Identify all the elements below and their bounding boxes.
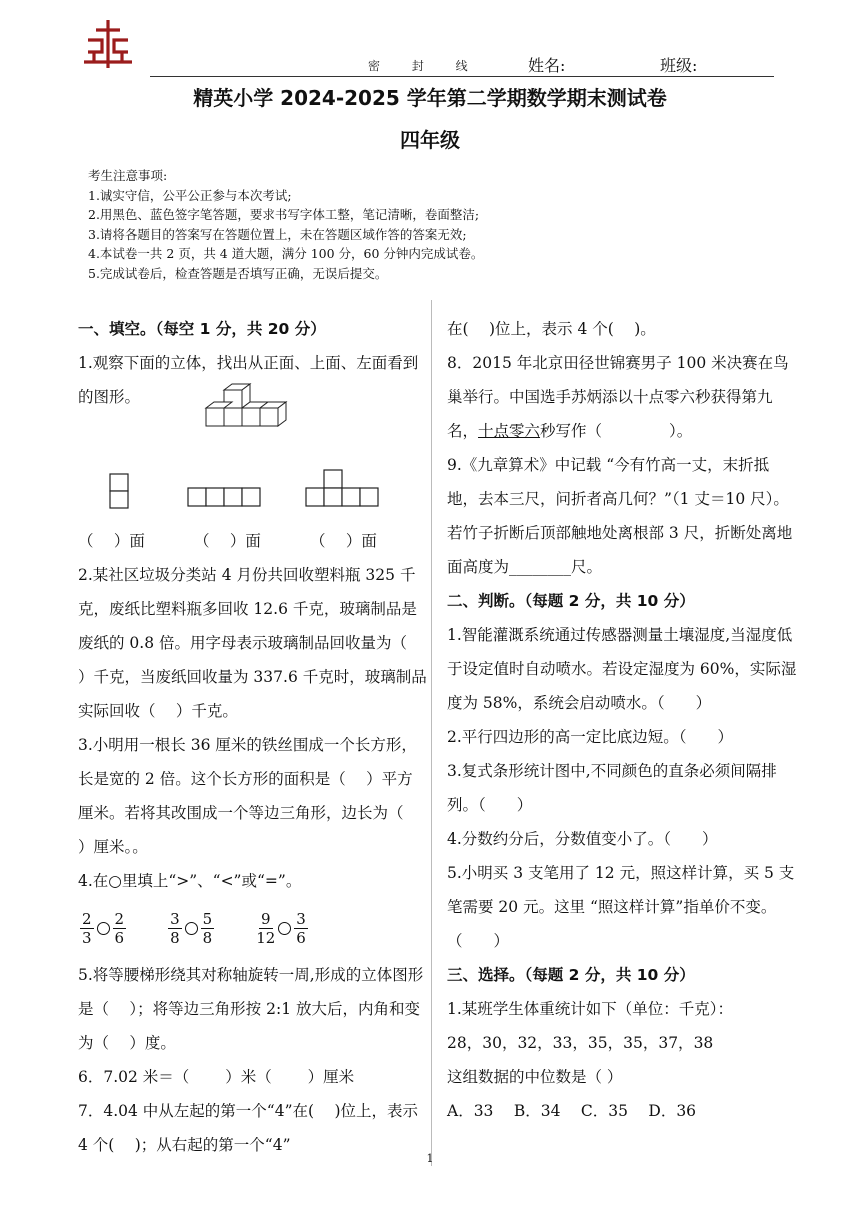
compare-circle[interactable] bbox=[97, 922, 110, 935]
judge-4: 4.分数约分后，分数值变小了。（ ） bbox=[447, 830, 718, 848]
question-1-answer-labels bbox=[78, 524, 428, 558]
compare-circle[interactable] bbox=[278, 922, 291, 935]
question-1: 1.观察下面的立体，找出从正面、上面、左面看到的图形。 bbox=[78, 354, 419, 406]
question-6: 6．7.02 米＝（ ）米（ ）厘米 bbox=[78, 1068, 355, 1086]
notice-line: 考生注意事项: bbox=[88, 168, 168, 183]
judge-5: 5.小明买 3 支笔用了 12 元，照这样计算，买 5 支笔需要 20 元。这里 “照这样计算”指单价不变。（ ） bbox=[447, 864, 795, 950]
fraction-compare-item: $\frac{9}{12}$ $\frac{3}{6}$ bbox=[256, 909, 306, 947]
view-answer-label: （ ）面 bbox=[310, 532, 377, 550]
underlined-text: 十点零六 bbox=[478, 422, 541, 440]
view-answer-label: （ ）面 bbox=[78, 532, 145, 550]
fraction-compare-item: $\frac{3}{8}$ $\frac{5}{8}$ bbox=[170, 909, 213, 947]
notice-line: 4.本试卷一共 2 页，共 4 道大题，满分 100 分，60 分钟内完成试卷。 bbox=[88, 246, 484, 261]
section-fill-blank-title: 一、填空。（每空 1 分，共 20 分） bbox=[78, 320, 326, 338]
name-label: 姓名: bbox=[528, 56, 566, 75]
choice-1-data: 28，30，32，33，35，35，37，38 bbox=[447, 1034, 714, 1052]
choice-1-options: A．33 B．34 C．35 D．36 bbox=[447, 1102, 697, 1120]
view-figure-1 bbox=[108, 472, 132, 510]
cube-solid-figure bbox=[200, 382, 292, 440]
right-column bbox=[447, 312, 797, 1128]
judge-1: 1.智能灌溉系统通过传感器测量土壤湿度,当湿度低于设定值时自动喷水。若设定湿度为 60%，实际湿度为 58%，系统会启动喷水。（ ） bbox=[447, 626, 797, 712]
exam-notice bbox=[88, 166, 483, 283]
question-2: 2.某社区垃圾分类站 4 月份共回收塑料瓶 325 千克，废纸比塑料瓶多回收 12.6 千克，玻璃制品是废纸的 0.8 倍。用字母表示玻璃制品回收量为（ ）千克，当废纸回收量为 337.6 千克时，玻璃制品实际回收（ ）千克。 bbox=[78, 566, 428, 720]
section-choice-title: 三、选择。（每题 2 分，共 10 分） bbox=[447, 966, 695, 984]
class-label: 班级: bbox=[660, 56, 698, 75]
grade-title: 四年级 bbox=[400, 128, 460, 152]
question-4: 4.在○里填上“>”、“<”或“=”。 bbox=[78, 872, 302, 890]
school-logo bbox=[82, 18, 134, 70]
header-rule bbox=[150, 76, 774, 77]
choice-1-question: 这组数据的中位数是（ ） bbox=[447, 1068, 623, 1086]
question-7-continued: 在( )位上，表示 4 个( )。 bbox=[447, 320, 656, 338]
notice-line: 3.请将各题目的答案写在答题位置上，未在答题区域作答的答案无效; bbox=[88, 226, 467, 242]
choice-1: 1.某班学生体重统计如下（单位：千克）： bbox=[447, 1000, 734, 1018]
seal-line-label: 密 封 线 bbox=[368, 59, 482, 73]
notice-line: 1.诚实守信，公平公正参与本次考试; bbox=[88, 187, 292, 203]
view-figure-3 bbox=[304, 468, 380, 510]
section-judge-title: 二、判断。（每题 2 分，共 10 分） bbox=[447, 592, 695, 610]
notice-line: 2.用黑色、蓝色签字笔答题，要求书写字体工整，笔记清晰，卷面整洁; bbox=[88, 207, 480, 222]
fraction-compare-item: $\frac{2}{3}$ $\frac{2}{6}$ bbox=[82, 909, 125, 947]
question-1-figures bbox=[78, 414, 428, 524]
question-7: 7．4.04 中从左起的第一个“4”在( )位上，表示 4 个( )；从右起的第一个“4” bbox=[78, 1102, 419, 1154]
view-answer-label: （ ）面 bbox=[194, 532, 261, 550]
fraction-comparisons bbox=[78, 898, 428, 958]
view-figure-2 bbox=[186, 486, 262, 510]
question-3: 3.小明用一根长 36 厘米的铁丝围成一个长方形，长是宽的 2 倍。这个长方形的面积是（ ）平方厘米。若将其改围成一个等边三角形，边长为（ ）厘米。。 bbox=[78, 736, 424, 856]
judge-2: 2.平行四边形的高一定比底边短。（ ） bbox=[447, 728, 734, 746]
page-number: 1 bbox=[426, 1152, 434, 1165]
left-column bbox=[78, 312, 428, 1162]
question-9: 9.《九章算术》中记载 “今有竹高一丈，末折抵地，去本三尺，问折者高几何？”（1 丈＝10 尺）。若竹子折断后顶部触地处离根部 3 尺，折断处离地面高度为________尺。 bbox=[447, 456, 793, 576]
question-5: 5.将等腰梯形绕其对称轴旋转一周,形成的立体图形是（ ）；将等边三角形按 2:1 放大后，内角和变为（ ）度。 bbox=[78, 966, 424, 1052]
compare-circle[interactable] bbox=[185, 922, 198, 935]
exam-title: 精英小学 2024-2025 学年第二学期数学期末测试卷 bbox=[193, 86, 667, 110]
judge-3: 3.复式条形统计图中,不同颜色的直条必须间隔排列。（ ） bbox=[447, 762, 777, 814]
question-8: 8．2015 年北京田径世锦赛男子 100 米决赛在鸟巢举行。中国选手苏炳添以十点零六秒获得第九名，十点零六秒写作（ ）。 bbox=[447, 354, 789, 440]
column-divider bbox=[431, 300, 432, 1166]
notice-line: 5.完成试卷后，检查答题是否填写正确，无误后提交。 bbox=[88, 265, 388, 281]
